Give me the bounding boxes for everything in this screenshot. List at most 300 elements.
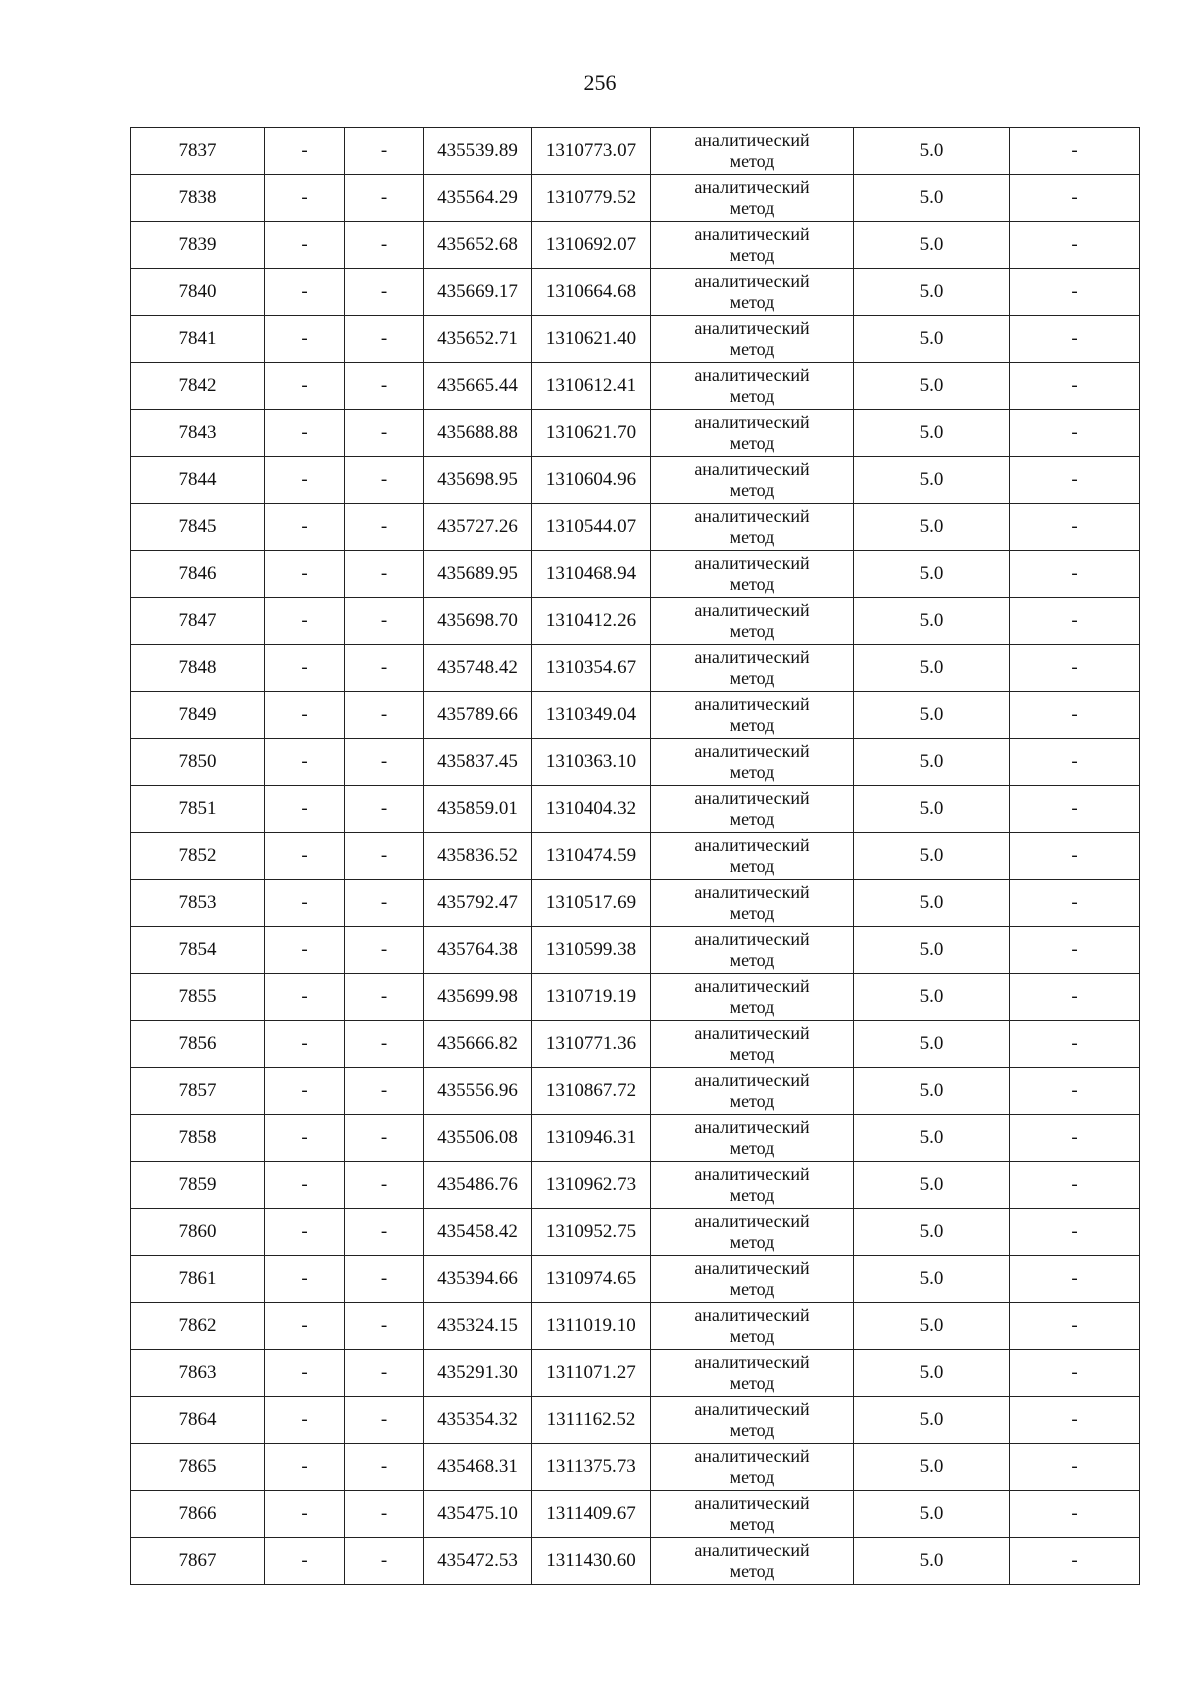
- dash-cell: -: [1010, 1444, 1140, 1491]
- point-number-cell: 7838: [131, 175, 265, 222]
- table-row: [131, 457, 1140, 504]
- method-line-2: метод: [729, 339, 775, 359]
- point-number-cell: 7867: [131, 1538, 265, 1585]
- dash-cell: -: [1010, 1209, 1140, 1256]
- accuracy-cell: 5.0: [854, 1162, 1010, 1209]
- method-cell: [651, 175, 854, 222]
- table-row: [131, 1162, 1140, 1209]
- dash-cell: -: [265, 927, 345, 974]
- method-line-1: аналитический: [694, 412, 810, 432]
- point-number-cell: 7843: [131, 410, 265, 457]
- y-coordinate-cell: 1310974.65: [532, 1256, 651, 1303]
- method-cell: [651, 739, 854, 786]
- dash-cell: -: [1010, 692, 1140, 739]
- dash-cell: -: [265, 410, 345, 457]
- dash-cell: -: [345, 645, 424, 692]
- y-coordinate-cell: 1310771.36: [532, 1021, 651, 1068]
- dash-cell: -: [345, 974, 424, 1021]
- accuracy-cell: 5.0: [854, 598, 1010, 645]
- point-number-cell: 7866: [131, 1491, 265, 1538]
- method-line-2: метод: [729, 433, 775, 453]
- method-line-2: метод: [729, 480, 775, 500]
- x-coordinate-cell: 435699.98: [424, 974, 532, 1021]
- dash-cell: -: [265, 645, 345, 692]
- method-line-2: метод: [729, 1514, 775, 1534]
- dash-cell: -: [265, 1209, 345, 1256]
- method-cell: [651, 645, 854, 692]
- dash-cell: -: [265, 692, 345, 739]
- x-coordinate-cell: 435506.08: [424, 1115, 532, 1162]
- x-coordinate-cell: 435688.88: [424, 410, 532, 457]
- accuracy-cell: 5.0: [854, 880, 1010, 927]
- table-row: [131, 739, 1140, 786]
- point-number-cell: 7849: [131, 692, 265, 739]
- dash-cell: -: [345, 551, 424, 598]
- method-line-2: метод: [729, 856, 775, 876]
- method-cell: [651, 833, 854, 880]
- y-coordinate-cell: 1311162.52: [532, 1397, 651, 1444]
- accuracy-cell: 5.0: [854, 927, 1010, 974]
- accuracy-cell: 5.0: [854, 1256, 1010, 1303]
- accuracy-cell: 5.0: [854, 316, 1010, 363]
- method-cell: [651, 128, 854, 175]
- dash-cell: -: [1010, 786, 1140, 833]
- x-coordinate-cell: 435354.32: [424, 1397, 532, 1444]
- method-cell: [651, 457, 854, 504]
- dash-cell: -: [345, 927, 424, 974]
- method-cell: [651, 1538, 854, 1585]
- dash-cell: -: [345, 598, 424, 645]
- table-row: [131, 974, 1140, 1021]
- method-line-2: метод: [729, 668, 775, 688]
- y-coordinate-cell: 1310962.73: [532, 1162, 651, 1209]
- table-row: [131, 1256, 1140, 1303]
- x-coordinate-cell: 435837.45: [424, 739, 532, 786]
- dash-cell: -: [1010, 1491, 1140, 1538]
- table-row: [131, 1068, 1140, 1115]
- accuracy-cell: 5.0: [854, 504, 1010, 551]
- point-number-cell: 7863: [131, 1350, 265, 1397]
- dash-cell: -: [1010, 1115, 1140, 1162]
- dash-cell: -: [345, 128, 424, 175]
- point-number-cell: 7852: [131, 833, 265, 880]
- method-cell: [651, 1068, 854, 1115]
- table-row: [131, 1303, 1140, 1350]
- dash-cell: -: [345, 739, 424, 786]
- dash-cell: -: [1010, 457, 1140, 504]
- x-coordinate-cell: 435468.31: [424, 1444, 532, 1491]
- method-line-2: метод: [729, 1326, 775, 1346]
- method-line-1: аналитический: [694, 318, 810, 338]
- method-cell: [651, 692, 854, 739]
- method-line-2: метод: [729, 621, 775, 641]
- point-number-cell: 7842: [131, 363, 265, 410]
- dash-cell: -: [265, 739, 345, 786]
- table-row: [131, 363, 1140, 410]
- dash-cell: -: [345, 222, 424, 269]
- dash-cell: -: [1010, 128, 1140, 175]
- table-row: [131, 1444, 1140, 1491]
- point-number-cell: 7845: [131, 504, 265, 551]
- point-number-cell: 7847: [131, 598, 265, 645]
- x-coordinate-cell: 435748.42: [424, 645, 532, 692]
- dash-cell: -: [345, 833, 424, 880]
- method-line-2: метод: [729, 1420, 775, 1440]
- x-coordinate-cell: 435324.15: [424, 1303, 532, 1350]
- method-line-1: аналитический: [694, 788, 810, 808]
- method-line-2: метод: [729, 1138, 775, 1158]
- y-coordinate-cell: 1311430.60: [532, 1538, 651, 1585]
- point-number-cell: 7837: [131, 128, 265, 175]
- table-row: [131, 128, 1140, 175]
- method-cell: [651, 880, 854, 927]
- page-number: 256: [583, 70, 617, 95]
- method-line-1: аналитический: [694, 1211, 810, 1231]
- method-line-2: метод: [729, 198, 775, 218]
- accuracy-cell: 5.0: [854, 739, 1010, 786]
- dash-cell: -: [345, 1115, 424, 1162]
- method-line-1: аналитический: [694, 1258, 810, 1278]
- y-coordinate-cell: 1310474.59: [532, 833, 651, 880]
- method-line-1: аналитический: [694, 647, 810, 667]
- x-coordinate-cell: 435764.38: [424, 927, 532, 974]
- point-number-cell: 7854: [131, 927, 265, 974]
- method-cell: [651, 1209, 854, 1256]
- dash-cell: -: [1010, 645, 1140, 692]
- point-number-cell: 7860: [131, 1209, 265, 1256]
- x-coordinate-cell: 435689.95: [424, 551, 532, 598]
- dash-cell: -: [265, 269, 345, 316]
- method-line-2: метод: [729, 574, 775, 594]
- point-number-cell: 7848: [131, 645, 265, 692]
- table-body: [131, 128, 1140, 1585]
- dash-cell: -: [265, 551, 345, 598]
- method-cell: [651, 1115, 854, 1162]
- dash-cell: -: [265, 457, 345, 504]
- dash-cell: -: [345, 504, 424, 551]
- point-number-cell: 7859: [131, 1162, 265, 1209]
- point-number-cell: 7857: [131, 1068, 265, 1115]
- dash-cell: -: [345, 457, 424, 504]
- table-row: [131, 504, 1140, 551]
- method-line-1: аналитический: [694, 130, 810, 150]
- dash-cell: -: [1010, 927, 1140, 974]
- x-coordinate-cell: 435859.01: [424, 786, 532, 833]
- method-cell: [651, 551, 854, 598]
- dash-cell: -: [265, 1397, 345, 1444]
- x-coordinate-cell: 435669.17: [424, 269, 532, 316]
- x-coordinate-cell: 435666.82: [424, 1021, 532, 1068]
- point-number-cell: 7855: [131, 974, 265, 1021]
- method-cell: [651, 1021, 854, 1068]
- accuracy-cell: 5.0: [854, 1538, 1010, 1585]
- table-row: [131, 1209, 1140, 1256]
- dash-cell: -: [345, 1397, 424, 1444]
- method-line-1: аналитический: [694, 1399, 810, 1419]
- method-line-2: метод: [729, 715, 775, 735]
- table-row: [131, 645, 1140, 692]
- accuracy-cell: 5.0: [854, 551, 1010, 598]
- method-cell: [651, 598, 854, 645]
- point-number-cell: 7850: [131, 739, 265, 786]
- point-number-cell: 7840: [131, 269, 265, 316]
- method-cell: [651, 504, 854, 551]
- dash-cell: -: [1010, 316, 1140, 363]
- method-line-1: аналитический: [694, 694, 810, 714]
- y-coordinate-cell: 1310412.26: [532, 598, 651, 645]
- method-line-1: аналитический: [694, 459, 810, 479]
- table-row: [131, 598, 1140, 645]
- method-line-2: метод: [729, 1044, 775, 1064]
- dash-cell: -: [265, 316, 345, 363]
- accuracy-cell: 5.0: [854, 222, 1010, 269]
- y-coordinate-cell: 1310404.32: [532, 786, 651, 833]
- method-cell: [651, 222, 854, 269]
- y-coordinate-cell: 1311409.67: [532, 1491, 651, 1538]
- x-coordinate-cell: 435789.66: [424, 692, 532, 739]
- method-line-2: метод: [729, 1467, 775, 1487]
- point-number-cell: 7841: [131, 316, 265, 363]
- method-line-1: аналитический: [694, 1070, 810, 1090]
- method-line-1: аналитический: [694, 271, 810, 291]
- method-cell: [651, 974, 854, 1021]
- coordinates-table: [130, 127, 1140, 1585]
- accuracy-cell: 5.0: [854, 175, 1010, 222]
- dash-cell: -: [265, 222, 345, 269]
- dash-cell: -: [1010, 551, 1140, 598]
- dash-cell: -: [265, 1444, 345, 1491]
- accuracy-cell: 5.0: [854, 786, 1010, 833]
- table-row: [131, 1350, 1140, 1397]
- method-line-2: метод: [729, 1185, 775, 1205]
- y-coordinate-cell: 1310621.70: [532, 410, 651, 457]
- point-number-cell: 7862: [131, 1303, 265, 1350]
- dash-cell: -: [345, 1538, 424, 1585]
- dash-cell: -: [265, 504, 345, 551]
- x-coordinate-cell: 435698.95: [424, 457, 532, 504]
- method-line-2: метод: [729, 1279, 775, 1299]
- dash-cell: -: [345, 363, 424, 410]
- table-row: [131, 786, 1140, 833]
- method-line-2: метод: [729, 809, 775, 829]
- method-cell: [651, 410, 854, 457]
- dash-cell: -: [345, 316, 424, 363]
- method-cell: [651, 269, 854, 316]
- dash-cell: -: [265, 1115, 345, 1162]
- y-coordinate-cell: 1310621.40: [532, 316, 651, 363]
- method-cell: [651, 1397, 854, 1444]
- dash-cell: -: [265, 128, 345, 175]
- table-row: [131, 1538, 1140, 1585]
- dash-cell: -: [1010, 833, 1140, 880]
- method-line-2: метод: [729, 151, 775, 171]
- dash-cell: -: [345, 1021, 424, 1068]
- accuracy-cell: 5.0: [854, 1021, 1010, 1068]
- dash-cell: -: [265, 1303, 345, 1350]
- y-coordinate-cell: 1310612.41: [532, 363, 651, 410]
- x-coordinate-cell: 435792.47: [424, 880, 532, 927]
- x-coordinate-cell: 435472.53: [424, 1538, 532, 1585]
- method-cell: [651, 1162, 854, 1209]
- dash-cell: -: [1010, 1162, 1140, 1209]
- table-row: [131, 1021, 1140, 1068]
- method-line-2: метод: [729, 1091, 775, 1111]
- dash-cell: -: [345, 269, 424, 316]
- dash-cell: -: [345, 1350, 424, 1397]
- accuracy-cell: 5.0: [854, 410, 1010, 457]
- method-line-1: аналитический: [694, 835, 810, 855]
- method-cell: [651, 1256, 854, 1303]
- y-coordinate-cell: 1311071.27: [532, 1350, 651, 1397]
- y-coordinate-cell: 1310517.69: [532, 880, 651, 927]
- x-coordinate-cell: 435665.44: [424, 363, 532, 410]
- dash-cell: -: [1010, 410, 1140, 457]
- method-line-1: аналитический: [694, 1446, 810, 1466]
- dash-cell: -: [1010, 1068, 1140, 1115]
- x-coordinate-cell: 435556.96: [424, 1068, 532, 1115]
- accuracy-cell: 5.0: [854, 128, 1010, 175]
- x-coordinate-cell: 435652.71: [424, 316, 532, 363]
- method-cell: [651, 1444, 854, 1491]
- method-line-2: метод: [729, 527, 775, 547]
- dash-cell: -: [265, 1162, 345, 1209]
- y-coordinate-cell: 1310599.38: [532, 927, 651, 974]
- dash-cell: -: [345, 1256, 424, 1303]
- method-cell: [651, 1350, 854, 1397]
- dash-cell: -: [1010, 1256, 1140, 1303]
- dash-cell: -: [265, 1491, 345, 1538]
- y-coordinate-cell: 1310604.96: [532, 457, 651, 504]
- method-line-1: аналитический: [694, 929, 810, 949]
- method-line-1: аналитический: [694, 882, 810, 902]
- accuracy-cell: 5.0: [854, 974, 1010, 1021]
- x-coordinate-cell: 435394.66: [424, 1256, 532, 1303]
- point-number-cell: 7853: [131, 880, 265, 927]
- dash-cell: -: [1010, 222, 1140, 269]
- method-line-1: аналитический: [694, 224, 810, 244]
- method-line-2: метод: [729, 292, 775, 312]
- method-line-1: аналитический: [694, 741, 810, 761]
- dash-cell: -: [1010, 1350, 1140, 1397]
- dash-cell: -: [1010, 1397, 1140, 1444]
- accuracy-cell: 5.0: [854, 692, 1010, 739]
- dash-cell: -: [1010, 175, 1140, 222]
- method-line-2: метод: [729, 997, 775, 1017]
- table-row: [131, 269, 1140, 316]
- y-coordinate-cell: 1311019.10: [532, 1303, 651, 1350]
- y-coordinate-cell: 1310779.52: [532, 175, 651, 222]
- y-coordinate-cell: 1310946.31: [532, 1115, 651, 1162]
- dash-cell: -: [265, 363, 345, 410]
- table-row: [131, 880, 1140, 927]
- accuracy-cell: 5.0: [854, 1350, 1010, 1397]
- table-row: [131, 1491, 1140, 1538]
- dash-cell: -: [1010, 974, 1140, 1021]
- point-number-cell: 7839: [131, 222, 265, 269]
- dash-cell: -: [1010, 1303, 1140, 1350]
- accuracy-cell: 5.0: [854, 457, 1010, 504]
- point-number-cell: 7858: [131, 1115, 265, 1162]
- accuracy-cell: 5.0: [854, 363, 1010, 410]
- x-coordinate-cell: 435539.89: [424, 128, 532, 175]
- method-line-2: метод: [729, 1373, 775, 1393]
- y-coordinate-cell: 1310773.07: [532, 128, 651, 175]
- x-coordinate-cell: 435698.70: [424, 598, 532, 645]
- method-line-2: метод: [729, 1561, 775, 1581]
- y-coordinate-cell: 1311375.73: [532, 1444, 651, 1491]
- x-coordinate-cell: 435652.68: [424, 222, 532, 269]
- dash-cell: -: [265, 974, 345, 1021]
- method-line-1: аналитический: [694, 365, 810, 385]
- table-row: [131, 551, 1140, 598]
- method-line-2: метод: [729, 1232, 775, 1252]
- dash-cell: -: [345, 692, 424, 739]
- x-coordinate-cell: 435727.26: [424, 504, 532, 551]
- y-coordinate-cell: 1310692.07: [532, 222, 651, 269]
- method-line-1: аналитический: [694, 600, 810, 620]
- table-row: [131, 410, 1140, 457]
- method-line-1: аналитический: [694, 1164, 810, 1184]
- dash-cell: -: [345, 1303, 424, 1350]
- method-line-2: метод: [729, 903, 775, 923]
- table-row: [131, 833, 1140, 880]
- x-coordinate-cell: 435486.76: [424, 1162, 532, 1209]
- accuracy-cell: 5.0: [854, 1397, 1010, 1444]
- table-row: [131, 692, 1140, 739]
- method-line-1: аналитический: [694, 976, 810, 996]
- y-coordinate-cell: 1310349.04: [532, 692, 651, 739]
- y-coordinate-cell: 1310544.07: [532, 504, 651, 551]
- x-coordinate-cell: 435458.42: [424, 1209, 532, 1256]
- dash-cell: -: [1010, 269, 1140, 316]
- x-coordinate-cell: 435291.30: [424, 1350, 532, 1397]
- method-line-2: метод: [729, 386, 775, 406]
- dash-cell: -: [1010, 1021, 1140, 1068]
- method-line-1: аналитический: [694, 553, 810, 573]
- dash-cell: -: [345, 1068, 424, 1115]
- method-line-2: метод: [729, 950, 775, 970]
- method-line-1: аналитический: [694, 1352, 810, 1372]
- accuracy-cell: 5.0: [854, 1444, 1010, 1491]
- dash-cell: -: [345, 786, 424, 833]
- table-row: [131, 316, 1140, 363]
- method-cell: [651, 786, 854, 833]
- dash-cell: -: [345, 1491, 424, 1538]
- method-line-1: аналитический: [694, 506, 810, 526]
- dash-cell: -: [1010, 598, 1140, 645]
- accuracy-cell: 5.0: [854, 1491, 1010, 1538]
- table-row: [131, 1397, 1140, 1444]
- point-number-cell: 7846: [131, 551, 265, 598]
- x-coordinate-cell: 435836.52: [424, 833, 532, 880]
- point-number-cell: 7844: [131, 457, 265, 504]
- dash-cell: -: [345, 1209, 424, 1256]
- y-coordinate-cell: 1310363.10: [532, 739, 651, 786]
- point-number-cell: 7856: [131, 1021, 265, 1068]
- y-coordinate-cell: 1310468.94: [532, 551, 651, 598]
- dash-cell: -: [265, 1256, 345, 1303]
- accuracy-cell: 5.0: [854, 833, 1010, 880]
- dash-cell: -: [1010, 504, 1140, 551]
- y-coordinate-cell: 1310952.75: [532, 1209, 651, 1256]
- method-line-2: метод: [729, 245, 775, 265]
- dash-cell: -: [265, 1538, 345, 1585]
- dash-cell: -: [345, 410, 424, 457]
- point-number-cell: 7865: [131, 1444, 265, 1491]
- dash-cell: -: [265, 175, 345, 222]
- dash-cell: -: [345, 175, 424, 222]
- point-number-cell: 7864: [131, 1397, 265, 1444]
